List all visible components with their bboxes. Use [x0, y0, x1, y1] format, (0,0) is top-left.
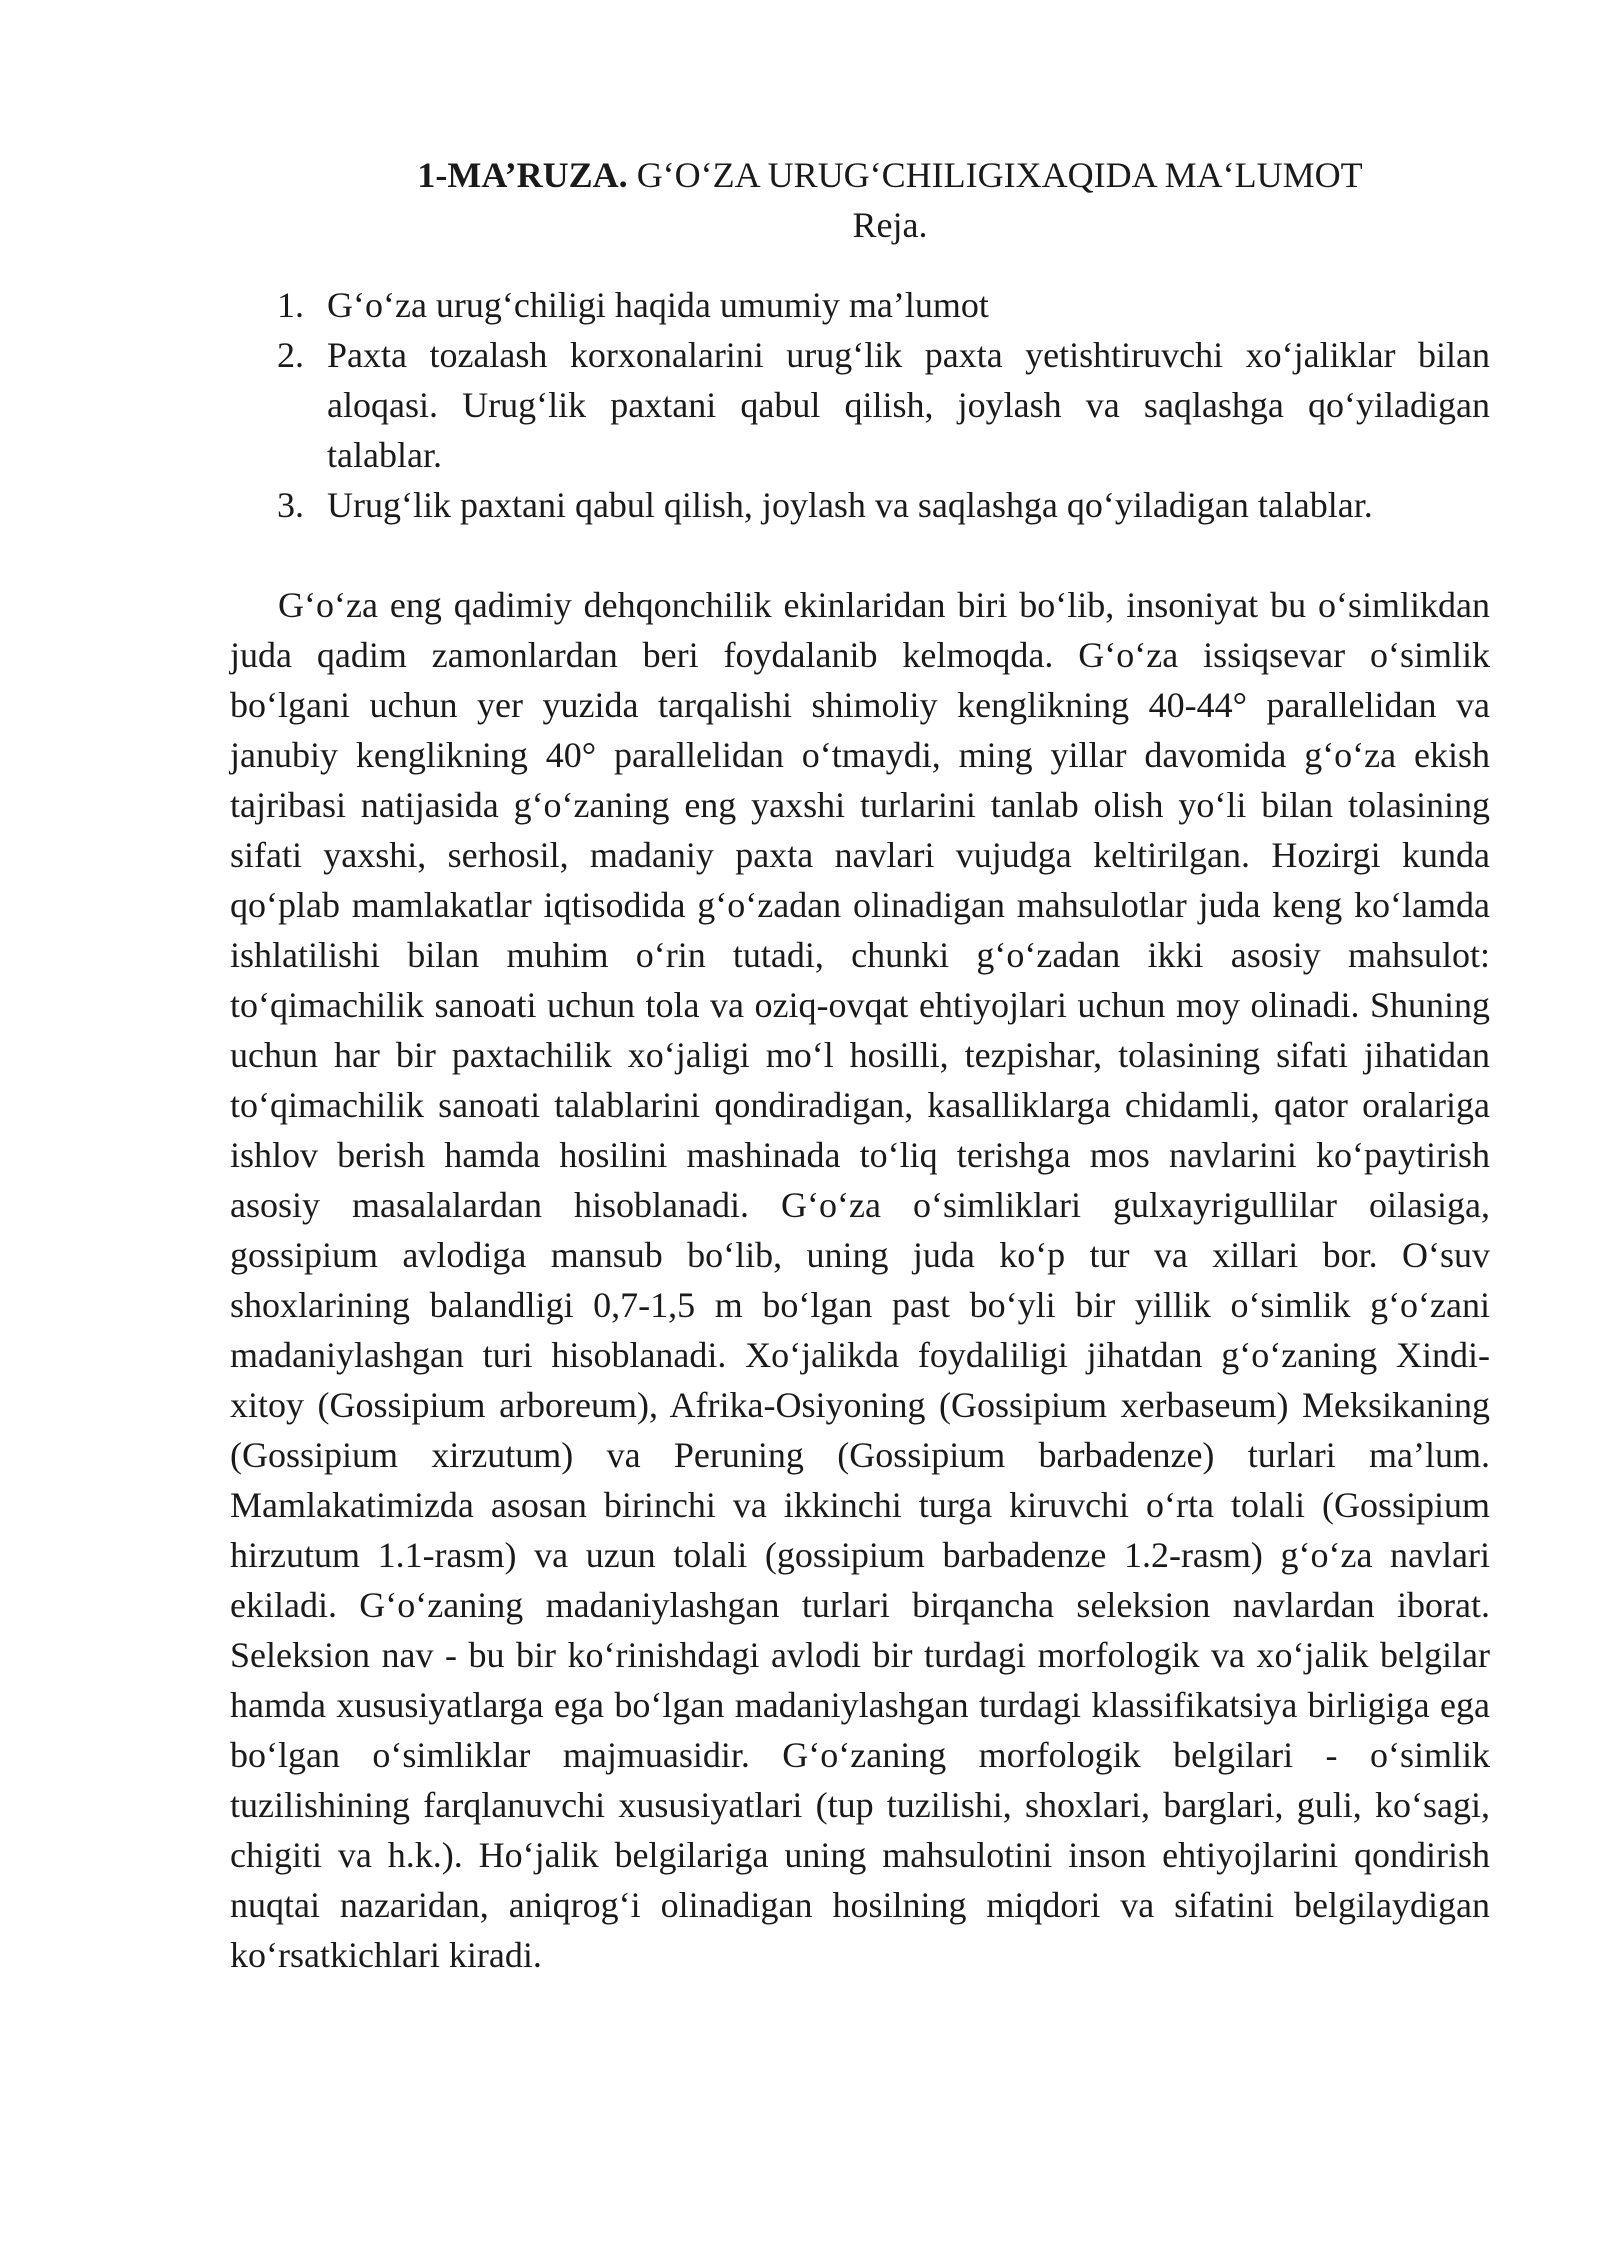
plan-item-text: G‘o‘za urug‘chiligi haqida umumiy ma’lumot	[327, 285, 989, 325]
plan-item-text: Urug‘lik paxtani qabul qilish, joylash va saqlashga qo‘yiladigan talablar.	[327, 485, 1373, 525]
plan-item-number: 2.	[277, 335, 304, 375]
plan-heading: Reja.	[852, 205, 928, 245]
plan-item	[230, 330, 1490, 480]
plan-item	[230, 480, 1490, 530]
plan-item	[230, 280, 1490, 330]
plan-item-text: Paxta tozalash korxonalarini urug‘lik paxta yetishtiruvchi xo‘jaliklar bilan aloqasi. Urug‘lik paxtani qabul qilish, joylash va saqlashga qo‘yiladigan talablar.	[327, 335, 1490, 475]
lecture-number: 1-MA’RUZA.	[417, 155, 628, 195]
document-page	[230, 150, 1490, 2016]
plan-list	[230, 280, 1490, 530]
lecture-topic: G‘O‘ZA URUG‘CHILIGIXAQIDA MA‘LUMOT	[627, 155, 1363, 195]
plan-item-number: 3.	[277, 485, 304, 525]
title-block	[290, 150, 1490, 250]
body-paragraph: G‘o‘za eng qadimiy dehqonchilik ekinlaridan biri bo‘lib, insoniyat bu o‘simlikdan juda qadim zamonlardan beri foydalanib kelmoqda. G‘o‘za issiqsevar o‘simlik bo‘lgani uchun yer yuzida tarqalishi shimoliy kenglikning 40-44° parallelidan va janubiy kenglikning 40° parallelidan o‘tmaydi, ming yillar davomida g‘o‘za ekish tajribasi natijasida g‘o‘zaning eng yaxshi turlarini tanlab olish yo‘li bilan tolasining sifati yaxshi, serhosil, madaniy paxta navlari vujudga keltirilgan. Hozirgi kunda qo‘plab mamlakatlar iqtisodida g‘o‘zadan olinadigan mahsulotlar juda keng ko‘lamda ishlatilishi bilan muhim o‘rin tutadi, chunki g‘o‘zadan ikki asosiy mahsulot: to‘qimachilik sanoati uchun tola va oziq-ovqat ehtiyojlari uchun moy olinadi. Shuning uchun har bir paxtachilik xo‘jaligi mo‘l hosilli, tezpishar, tolasining sifati jihatidan to‘qimachilik sanoati talablarini qondiradigan, kasalliklarga chidamli, qator oralariga ishlov berish hamda hosilini mashinada to‘liq terishga mos navlarini ko‘paytirish asosiy masalalardan hisoblanadi. G‘o‘za o‘simliklari gulxayrigullilar oilasiga, gossipium avlodiga mansub bo‘lib, uning juda ko‘p tur va xillari bor. O‘suv shoxlarining balandligi 0,7-1,5 m bo‘lgan past bo‘yli bir yillik o‘simlik g‘o‘zani madaniylashgan turi hisoblanadi. Xo‘jalikda foydaliligi jihatdan g‘o‘zaning Xindi-xitoy (Gossipium arboreum), Afrika-Osiyoning (Gossipium xerbaseum) Meksikaning (Gossipium xirzutum) va Peruning (Gossipium barbadenze) turlari ma’lum. Mamlakatimizda asosan birinchi va ikkinchi turga kiruvchi o‘rta tolali (Gossipium hirzutum 1.1-rasm) va uzun tolali (gossipium barbadenze 1.2-rasm) g‘o‘za navlari ekiladi. G‘o‘zaning madaniylashgan turlari birqancha seleksion navlardan iborat. Seleksion nav - bu bir ko‘rinishdagi avlodi bir turdagi morfologik va xo‘jalik belgilar hamda xususiyatlarga ega bo‘lgan madaniylashgan turdagi klassifikatsiya birligiga ega bo‘lgan o‘simliklar majmuasidir. G‘o‘zaning morfologik belgilari - o‘simlik tuzilishining farqlanuvchi xususiyatlari (tup tuzilishi, shoxlari, barglari, guli, ko‘sagi, chigiti va h.k.). Ho‘jalik belgilariga uning mahsulotini inson ehtiyojlarini qondirish nuqtai nazaridan, aniqrog‘i olinadigan hosilning miqdori va sifatini belgilaydigan ko‘rsatkichlari kiradi.	[230, 585, 1490, 1975]
plan-item-number: 1.	[277, 285, 304, 325]
lecture-title	[290, 150, 1490, 200]
